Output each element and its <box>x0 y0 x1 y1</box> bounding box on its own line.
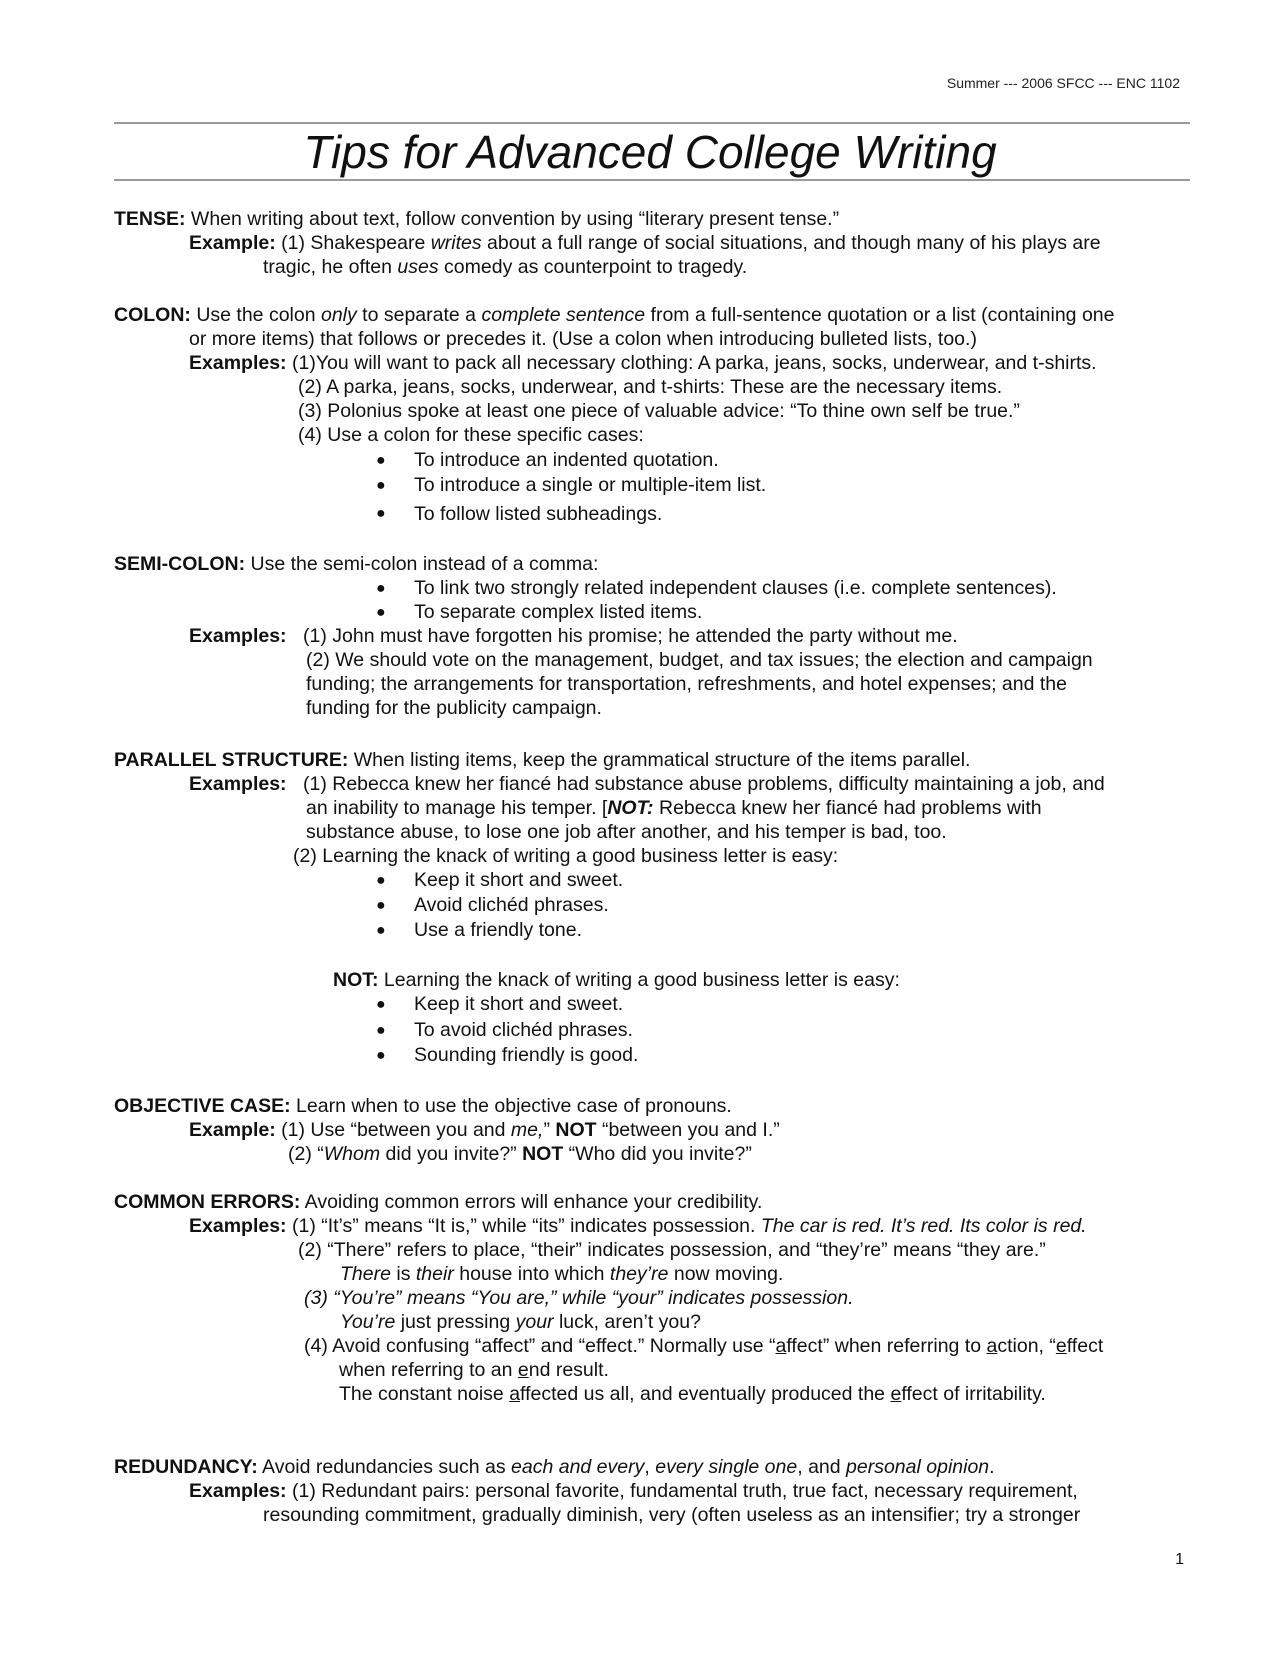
parallel-examples-label: Examples: <box>189 773 287 795</box>
parallel-not-line: NOT: Learning the knack of writing a good business letter is easy: <box>333 969 900 991</box>
tense-rule: TENSE: When writing about text, follow convention by using “literary present tense.” <box>114 208 840 230</box>
semicolon-example-2-cont2: funding for the publicity campaign. <box>306 697 602 719</box>
bullet-icon: ● <box>376 1022 386 1039</box>
redundancy-rule: REDUNDANCY: Avoid redundancies such as each and every, every single one, and personal opinion. <box>114 1456 995 1478</box>
bullet-icon: ● <box>376 872 386 889</box>
parallel-not-bullet-3: Sounding friendly is good. <box>414 1044 639 1066</box>
parallel-not-bullet-2: To avoid clichéd phrases. <box>414 1019 633 1041</box>
parallel-bullet-2: Avoid clichéd phrases. <box>414 894 609 916</box>
semicolon-examples-label: Examples: <box>189 625 287 647</box>
bullet-icon: ● <box>376 897 386 914</box>
redundancy-example-1-cont: resounding commitment, gradually diminish, very (often useless as an intensifier; try a stronger <box>263 1504 1081 1526</box>
parallel-rule: PARALLEL STRUCTURE: When listing items, keep the grammatical structure of the items parallel. <box>114 749 971 771</box>
colon-example-2: (2) A parka, jeans, socks, underwear, and t-shirts: These are the necessary items. <box>298 376 1003 398</box>
parallel-example-1-cont2: substance abuse, to lose one job after another, and his temper is bad, too. <box>306 821 947 843</box>
semicolon-example-2-cont1: funding; the arrangements for transportation, refreshments, and hotel expenses; and the <box>306 673 1067 695</box>
common-example-4-sample: The constant noise affected us all, and eventually produced the effect of irritability. <box>339 1383 1046 1405</box>
parallel-example-1-cont1: an inability to manage his temper. [NOT: Rebecca knew her fiancé had problems with <box>306 797 1042 819</box>
page-title: Tips for Advanced College Writing <box>303 126 997 178</box>
colon-example-3: (3) Polonius spoke at least one piece of valuable advice: “To thine own self be true.” <box>298 400 1020 422</box>
semicolon-bullet-1: To link two strongly related independent clauses (i.e. complete sentences). <box>414 577 1057 599</box>
common-example-2-sample: There is their house into which they’re now moving. <box>340 1263 784 1285</box>
objective-example-1: Example: (1) Use “between you and me,” NOT “between you and I.” <box>189 1119 780 1141</box>
common-example-4: (4) Avoid confusing “affect” and “effect.” Normally use “affect” when referring to action, “effect <box>304 1335 1104 1357</box>
colon-example-1: Examples: (1)You will want to pack all necessary clothing: A parka, jeans, socks, underwear, and t-shirts. <box>189 352 1097 374</box>
common-example-3-sample: You’re just pressing your luck, aren’t you? <box>340 1311 701 1333</box>
bullet-icon: ● <box>376 1047 386 1064</box>
bullet-icon: ● <box>376 604 386 621</box>
semicolon-bullet-2: To separate complex listed items. <box>414 601 703 623</box>
common-example-2: (2) “There” refers to place, “their” indicates possession, and “they’re” means “they are.” <box>298 1239 1046 1261</box>
semicolon-example-2: (2) We should vote on the management, budget, and tax issues; the election and campaign <box>306 649 1093 671</box>
common-rule: COMMON ERRORS: Avoiding common errors will enhance your credibility. <box>114 1191 763 1213</box>
colon-example-4: (4) Use a colon for these specific cases: <box>298 424 644 446</box>
common-example-1: Examples: (1) “It’s” means “It is,” while “its” indicates possession. The car is red. It’s red. Its color is red. <box>189 1215 1087 1237</box>
parallel-example-2: (2) Learning the knack of writing a good business letter is easy: <box>293 845 839 867</box>
bullet-icon: ● <box>376 452 386 469</box>
bullet-icon: ● <box>376 580 386 597</box>
colon-bullet-2: To introduce a single or multiple-item list. <box>414 474 767 496</box>
colon-bullet-1: To introduce an indented quotation. <box>414 449 719 471</box>
colon-rule-cont: or more items) that follows or precedes it. (Use a colon when introducing bulleted lists, too.) <box>189 328 977 350</box>
common-example-4-cont: when referring to an end result. <box>339 1359 609 1381</box>
colon-bullet-3: To follow listed subheadings. <box>414 503 663 525</box>
tense-example-1: Example: (1) Shakespeare writes about a full range of social situations, and though many of his plays are <box>189 232 1101 254</box>
redundancy-example-1: Examples: (1) Redundant pairs: personal favorite, fundamental truth, true fact, necessary requirement, <box>189 1480 1078 1502</box>
bullet-icon: ● <box>376 996 386 1013</box>
semicolon-rule: SEMI-COLON: Use the semi-colon instead of a comma: <box>114 553 599 575</box>
objective-example-2: (2) “Whom did you invite?” NOT “Who did you invite?” <box>288 1143 752 1165</box>
parallel-not-bullet-1: Keep it short and sweet. <box>414 993 624 1015</box>
parallel-example-1: (1) Rebecca knew her fiancé had substance abuse problems, difficulty maintaining a job, and <box>303 773 1105 795</box>
page-number: 1 <box>1175 1551 1184 1568</box>
title-rule <box>114 179 1190 181</box>
objective-rule: OBJECTIVE CASE: Learn when to use the objective case of pronouns. <box>114 1095 732 1117</box>
parallel-bullet-3: Use a friendly tone. <box>414 919 583 941</box>
semicolon-example-1: (1) John must have forgotten his promise; he attended the party without me. <box>303 625 958 647</box>
colon-rule: COLON: Use the colon only to separate a complete sentence from a full-sentence quotation or a list (containing one <box>114 304 1115 326</box>
bullet-icon: ● <box>376 922 386 939</box>
parallel-bullet-1: Keep it short and sweet. <box>414 869 624 891</box>
course-header: Summer --- 2006 SFCC --- ENC 1102 <box>946 75 1180 91</box>
bullet-icon: ● <box>376 477 386 494</box>
tense-example-1-cont: tragic, he often uses comedy as counterpoint to tragedy. <box>263 256 748 278</box>
common-example-3: (3) “You’re” means “You are,” while “your” indicates possession. <box>304 1287 854 1309</box>
bullet-icon: ● <box>376 505 386 522</box>
